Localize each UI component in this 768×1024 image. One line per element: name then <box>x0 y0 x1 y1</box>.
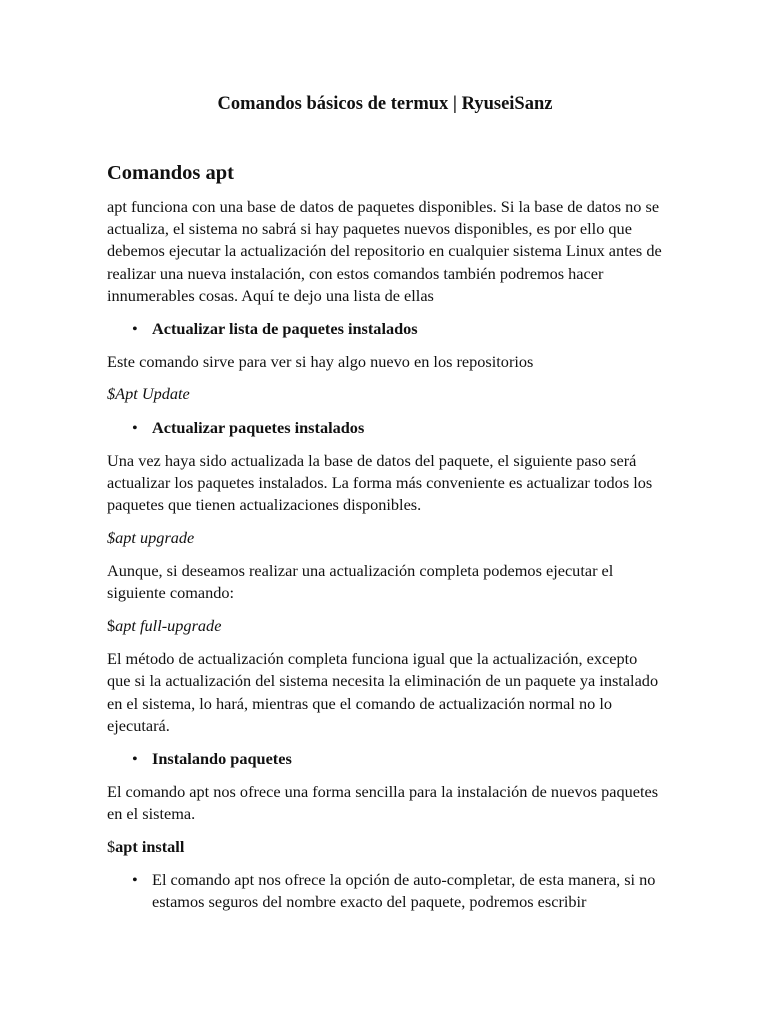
document-body <box>107 196 663 924</box>
command-apt-upgrade <box>107 527 663 549</box>
command-text: apt full-upgrade <box>115 616 222 636</box>
command-apt-install <box>107 836 663 858</box>
command-dollar: $ <box>107 616 116 636</box>
intro-paragraph: apt funciona con una base de datos de paquetes disponibles. Si la base de datos no se actualiza, el sistema no sabrá si hay paquetes nuevos disponibles, es por ello que debemos ejecutar la actualización del repositorio en cualquier sistema Linux antes de realizar una nueva instalación, con estos comandos también podremos hacer innumerables cosas. Aquí te dejo una lista de ellas <box>107 197 662 305</box>
bullet-autocomplete <box>107 869 663 913</box>
bullet-label: Actualizar lista de paquetes instalados <box>152 318 418 338</box>
full-upgrade-intro: Aunque, si deseamos realizar una actualización completa podemos ejecutar el siguiente comando: <box>107 561 614 603</box>
bullet-icon: • <box>132 417 138 437</box>
install-description: El comando apt nos ofrece una forma sencilla para la instalación de nuevos paquetes en el sistema. <box>107 781 659 823</box>
bullet-label: Instalando paquetes <box>152 748 292 768</box>
command-dollar: $ <box>107 384 116 404</box>
bullet-icon: • <box>132 748 138 768</box>
section-heading-apt: Comandos apt <box>107 162 235 184</box>
command-text: apt upgrade <box>115 527 195 547</box>
command-text: apt install <box>115 836 185 856</box>
command-text: Apt Update <box>115 384 190 404</box>
command-dollar: $ <box>107 836 116 856</box>
full-upgrade-description: El método de actualización completa funciona igual que la actualización, excepto que si la actualización del sistema necesita la eliminación de un paquete ya instalado en el sistema, lo hará, mientras que el comando de actualización normal no lo ejecutará. <box>107 649 659 735</box>
update-description: Este comando sirve para ver si hay algo nuevo en los repositorios <box>107 351 534 371</box>
bullet-install <box>107 748 663 770</box>
command-apt-update <box>107 383 663 405</box>
bullet-icon: • <box>132 869 138 889</box>
bullet-icon: • <box>132 318 138 338</box>
command-dollar: $ <box>107 527 116 547</box>
command-apt-full-upgrade <box>107 615 663 637</box>
upgrade-description: Una vez haya sido actualizada la base de datos del paquete, el siguiente paso será actualizar los paquetes instalados. La forma más conveniente es actualizar todos los paquetes que tienen actualizaciones disponibles. <box>107 450 653 515</box>
bullet-update-list <box>107 318 663 340</box>
bullet-label: El comando apt nos ofrece la opción de auto-completar, de esta manera, si no estamos seguros del nombre exacto del paquete, podremos escribir <box>152 869 656 912</box>
document-title: Comandos básicos de termux | RyuseiSanz <box>217 94 553 114</box>
bullet-upgrade <box>107 417 663 439</box>
bullet-label: Actualizar paquetes instalados <box>152 417 365 437</box>
